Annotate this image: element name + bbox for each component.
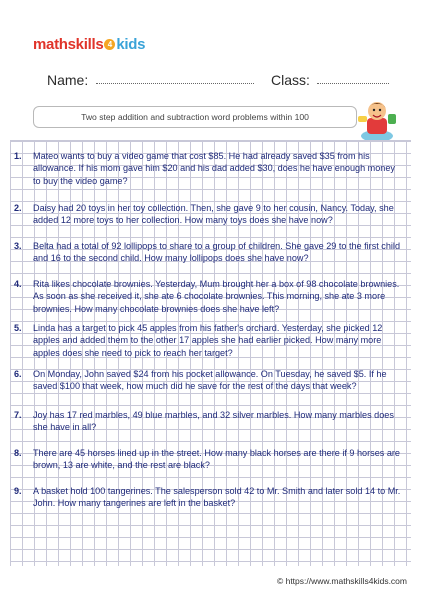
problem-item [14,278,409,315]
problem-text: Linda has a target to pick 45 apples from his father's orchard. Yesterday, she picked 12 apples and added them to the other 17 apples she had earlier picked. How many more apples does she need to pick to reach her target? [33,323,383,358]
problem-item [14,447,409,472]
problem-text: Rita likes chocolate brownies. Yesterday, Mum brought her a box of 98 chocolate brownies. As soon as she received it, she ate 6 chocolate brownies. This morning, she ate 3 more brownies. How many chocolate brownies does she have left? [33,279,400,314]
brand-name-number: 4 [104,39,115,50]
brand-logo [33,36,145,53]
problem-item [14,240,409,265]
class-label: Class: [271,72,310,88]
problem-number: 7. [14,410,22,420]
problem-number: 5. [14,323,22,333]
problem-number: 8. [14,448,22,458]
problem-text: On Monday, John saved $24 from his pocket allowance. On Tuesday, he saved $5. If he saved $100 that week, how much did he save for the rest of the days that week? [33,369,387,392]
problem-text: Joy has 17 red marbles, 49 blue marbles, and 32 silver marbles. How many marbles does she have in all? [33,410,394,433]
problem-number: 9. [14,486,22,496]
name-label: Name: [47,72,89,88]
brand-name-prefix: mathskills [33,36,104,53]
problem-item [14,409,409,434]
problem-text: Belta had a total of 92 lollipops to share to a group of children. She gave 29 to the first child and 16 to the second child. How many lollipops does she have now? [33,241,401,264]
problem-item [14,322,409,359]
problem-text: Daisy had 20 toys in her toy collection. Then, she gave 9 to her cousin, Nancy. Today, she added 12 more toys to her collection. How many toys does she have now? [33,203,394,226]
problem-item [14,368,409,393]
problem-number: 3. [14,241,22,251]
kid-illustration-icon [355,96,399,144]
copyright-footer: © https://www.mathskills4kids.com [276,576,407,586]
problem-number: 4. [14,279,22,289]
brand-name-suffix: kids [116,36,146,53]
problem-item [14,202,409,227]
problem-number: 2. [14,203,22,213]
problem-number: 1. [14,151,22,161]
problem-text: Mateo wants to buy a video game that cost $85. He had already saved $35 from his allowance. If his mom gave him $20 and his dad added $30, does he have enough money to buy the video game? [33,151,395,186]
problem-item [14,485,409,510]
problem-text: A basket hold 100 tangerines. The salesperson sold 42 to Mr. Smith and later sold 14 to Mr. John. How many tangerines are left in the basket? [33,486,401,509]
problem-number: 6. [14,369,22,379]
problem-text: There are 45 horses lined up in the street. How many black horses are there if 9 horses are brown, 13 are white, and the rest are black? [33,448,400,471]
name-field-line[interactable] [96,83,254,84]
problem-item [14,150,409,187]
worksheet-title: Two step addition and subtraction word problems within 100 [33,106,357,128]
class-field-line[interactable] [317,83,389,84]
